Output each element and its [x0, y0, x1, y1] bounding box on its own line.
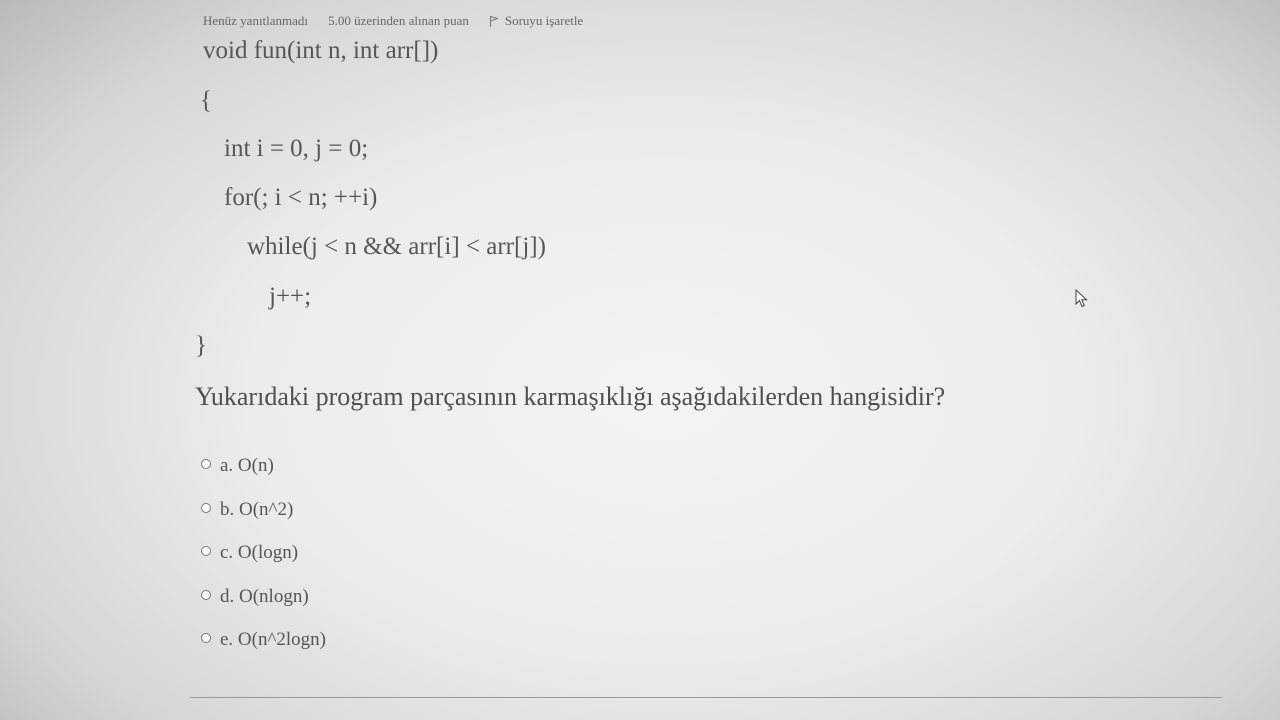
radio-unchecked-icon[interactable]: [201, 633, 211, 643]
option-c[interactable]: [201, 539, 326, 567]
question-text: Yukarıdaki program parçasının karmaşıklığı aşağıdakilerden hangisidir?: [195, 382, 946, 411]
question-info-bar: [203, 13, 583, 29]
divider: [190, 697, 1222, 698]
mouse-pointer-icon: [1075, 289, 1089, 309]
option-label: b. O(n^2): [220, 498, 294, 520]
code-line-5: while(j < n && arr[i] < arr[j]): [247, 233, 546, 260]
code-line-7: }: [195, 332, 207, 359]
answer-options: [201, 452, 326, 670]
radio-unchecked-icon[interactable]: [201, 503, 211, 513]
flag-question-link[interactable]: [489, 13, 583, 29]
option-label: e. O(n^2logn): [220, 629, 327, 650]
option-a[interactable]: [201, 452, 326, 480]
code-line-1: void fun(int n, int arr[]): [203, 37, 439, 64]
radio-unchecked-icon[interactable]: [201, 459, 211, 469]
answer-status: Henüz yanıtlanmadı: [203, 13, 309, 28]
code-line-3: int i = 0, j = 0;: [224, 135, 369, 162]
code-line-6: j++;: [269, 283, 312, 310]
option-label: d. O(nlogn): [220, 585, 309, 607]
radio-unchecked-icon[interactable]: [201, 590, 211, 600]
flag-icon: [489, 15, 499, 27]
option-label: c. O(logn): [220, 542, 299, 563]
option-b[interactable]: [201, 496, 326, 524]
option-e[interactable]: [201, 626, 326, 654]
code-line-4: for(; i < n; ++i): [224, 184, 378, 211]
flag-question-label: Soruyu işaretle: [504, 13, 584, 28]
option-label: a. O(n): [220, 455, 274, 476]
option-d[interactable]: [201, 583, 326, 611]
radio-unchecked-icon[interactable]: [201, 546, 211, 556]
question-points: 5.00 üzerinden alınan puan: [328, 13, 469, 28]
code-line-2: {: [200, 87, 212, 114]
